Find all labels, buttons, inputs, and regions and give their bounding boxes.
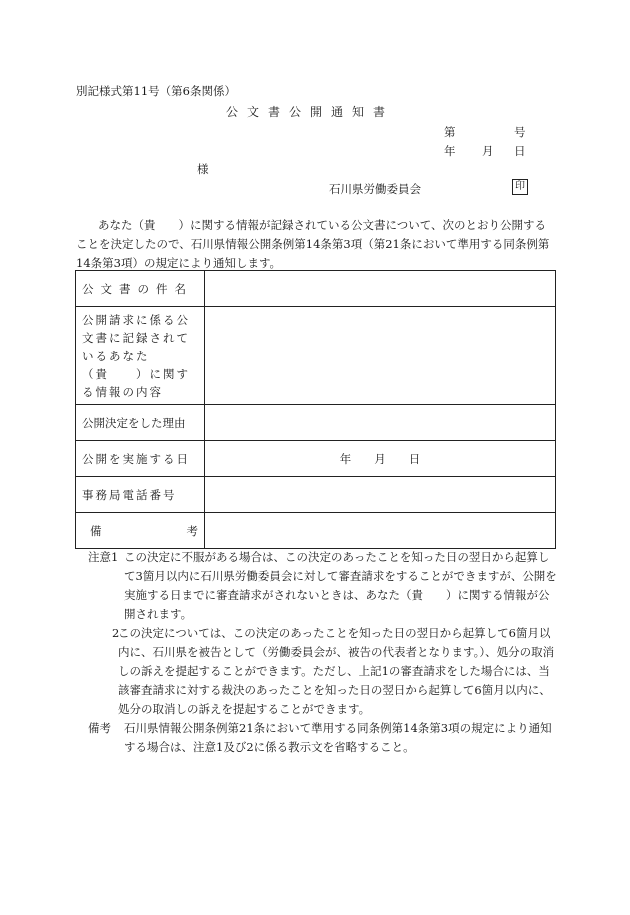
- date-line: [444, 143, 526, 159]
- remark-text: 石川県情報公開条例第21条において準用する同条例第14条第3項の規定により通知する場合は、注意1及び2に係る教示文を省略すること。: [124, 721, 552, 754]
- seal-mark: 印: [512, 179, 528, 195]
- date-year: 年: [444, 144, 456, 158]
- disclosure-table: [75, 270, 556, 549]
- body-paragraph: あなた（貴 ）に関する情報が記録されている公文書について、次のとおり公開することを決定したので、石川県情報公開条例第14条第3項（第21条において準用する同条例第14条第3項）の規定により通知します。: [76, 218, 550, 270]
- table-row: [76, 441, 556, 477]
- number-prefix: 第: [444, 125, 456, 139]
- note-1-text: この決定に不服がある場合は、この決定のあったことを知った日の翌日から起算して3箇月以内に石川県労働委員会に対して審査請求をすることができますが、公開を実施する日までに審査請求がされないときは、あなた（貴 ）に関する情報が公開されます。: [124, 550, 557, 621]
- remarks-label-left: 備: [90, 523, 102, 538]
- addressee-suffix: 様: [197, 162, 209, 176]
- row-label-subject: 公文書の件名: [76, 271, 205, 307]
- row-value-remarks: [205, 513, 556, 549]
- row-value-reason: [205, 405, 556, 441]
- date-month: 月: [482, 144, 494, 158]
- table-row: [76, 307, 556, 405]
- table-row: [76, 271, 556, 307]
- remarks-label-right: 考: [186, 523, 198, 538]
- row-label-reason: 公開決定をした理由: [76, 405, 205, 441]
- issuer-name: 石川県労働委員会: [329, 182, 421, 196]
- table-row: [76, 477, 556, 513]
- note-2-head: 2: [112, 626, 120, 640]
- row-value-phone: [205, 477, 556, 513]
- note-2-text: この決定については、この決定のあったことを知った日の翌日から起算して6箇月以内に、石川県を被告として（労働委員会が、被告の代表者となります。）、処分の取消しの訴えを提起することができます。ただし、上記1の審査請求をした場合には、当該審査請求に対する裁決のあったことを知った日の翌日から起算して6箇月以内に、処分の取消しの訴えを提起することができます。: [118, 626, 555, 716]
- remark-head: 備考: [88, 721, 111, 735]
- row-label-phone: 事務局電話番号: [76, 477, 205, 513]
- row-label-remarks: [76, 513, 205, 549]
- note-2: [88, 624, 560, 719]
- note-1-head: 注意1: [88, 550, 119, 564]
- document-title: 公文書公開通知書: [226, 105, 395, 119]
- row-value-information: [205, 307, 556, 405]
- note-1: [88, 548, 560, 624]
- row-value-subject: [205, 271, 556, 307]
- number-suffix: 号: [514, 125, 526, 139]
- table-row: [76, 405, 556, 441]
- row-label-information: 公開請求に係る公文書に記録されているあなた（貴 ）に関する情報の内容: [76, 307, 205, 405]
- table-row: [76, 513, 556, 549]
- form-number: 別記様式第11号（第6条関係）: [76, 84, 236, 98]
- date-day: 日: [514, 144, 526, 158]
- row-value-implementation-date: 年 月 日: [205, 441, 556, 477]
- notes-section: [88, 548, 560, 757]
- row-label-implementation-date: 公開を実施する日: [76, 441, 205, 477]
- remark: [88, 719, 560, 757]
